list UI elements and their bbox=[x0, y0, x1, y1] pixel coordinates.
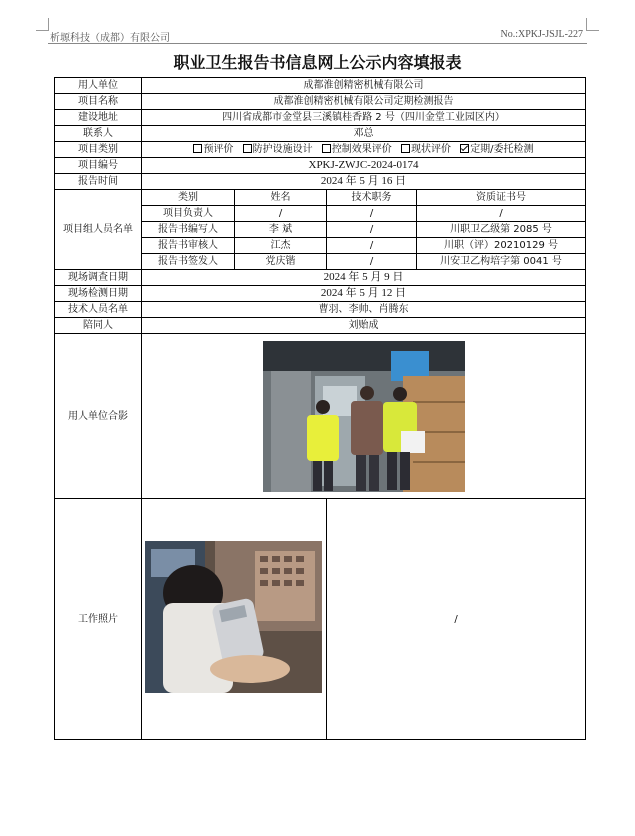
group-photo-label: 用人单位合影 bbox=[55, 334, 142, 499]
header-doc-number: No.:XPKJ-JSJL-227 bbox=[500, 29, 583, 40]
team-header-name: 姓名 bbox=[235, 190, 327, 206]
category-option[interactable]: 定期/委托检测 bbox=[460, 143, 533, 156]
row-companion bbox=[55, 318, 586, 334]
member-role: 报告书审核人 bbox=[142, 238, 235, 254]
page-title: 职业卫生报告书信息网上公示内容填报表 bbox=[173, 53, 462, 72]
row-group-photo bbox=[55, 334, 586, 499]
row-employer bbox=[55, 78, 586, 94]
technicians-label: 技术人员名单 bbox=[55, 302, 142, 318]
row-project-name bbox=[55, 94, 586, 110]
member-cert: 川安卫乙构培字第 0041 号 bbox=[417, 254, 586, 270]
member-role: 报告书编写人 bbox=[142, 222, 235, 238]
row-category bbox=[55, 142, 586, 158]
member-role: 报告书签发人 bbox=[142, 254, 235, 270]
category-option[interactable]: 防护设施设计 bbox=[243, 143, 313, 156]
work-photo-cell bbox=[142, 499, 327, 740]
row-address bbox=[55, 110, 586, 126]
member-name: 江杰 bbox=[235, 238, 327, 254]
member-cert: 川职（评）20210129 号 bbox=[417, 238, 586, 254]
member-name: / bbox=[235, 206, 327, 222]
row-survey-date bbox=[55, 270, 586, 286]
employer-label: 用人单位 bbox=[55, 78, 142, 94]
group-photo bbox=[263, 341, 465, 492]
survey-date-label: 现场调查日期 bbox=[55, 270, 142, 286]
survey-date-value: 2024 年 5 月 9 日 bbox=[142, 270, 586, 286]
row-contact bbox=[55, 126, 586, 142]
report-form-table bbox=[54, 77, 586, 740]
row-test-date bbox=[55, 286, 586, 302]
row-technicians bbox=[55, 302, 586, 318]
report-time-label: 报告时间 bbox=[55, 174, 142, 190]
checkbox-checked-icon bbox=[460, 144, 469, 153]
address-label: 建设地址 bbox=[55, 110, 142, 126]
group-photo-cell bbox=[142, 334, 586, 499]
contact-label: 联系人 bbox=[55, 126, 142, 142]
row-report-time bbox=[55, 174, 586, 190]
member-title: / bbox=[327, 254, 417, 270]
report-time-value: 2024 年 5 月 16 日 bbox=[142, 174, 586, 190]
project-no-value: XPKJ-ZWJC-2024-0174 bbox=[142, 158, 586, 174]
companion-value: 刘贻成 bbox=[142, 318, 586, 334]
member-name: 党庆锴 bbox=[235, 254, 327, 270]
work-photo bbox=[145, 541, 322, 693]
team-header-title: 技术职务 bbox=[327, 190, 417, 206]
row-work-photo bbox=[55, 499, 586, 740]
member-name: 李 斌 bbox=[235, 222, 327, 238]
header-rule bbox=[48, 43, 587, 44]
checkbox-icon bbox=[193, 144, 202, 153]
checkbox-icon bbox=[401, 144, 410, 153]
team-header-row bbox=[55, 190, 586, 206]
member-title: / bbox=[327, 206, 417, 222]
member-title: / bbox=[327, 222, 417, 238]
test-date-label: 现场检测日期 bbox=[55, 286, 142, 302]
member-cert: / bbox=[417, 206, 586, 222]
project-no-label: 项目编号 bbox=[55, 158, 142, 174]
category-option[interactable]: 预评价 bbox=[193, 143, 233, 156]
member-title: / bbox=[327, 238, 417, 254]
checkbox-icon bbox=[322, 144, 331, 153]
employer-value: 成都淮创精密机械有限公司 bbox=[142, 78, 586, 94]
checkbox-icon bbox=[243, 144, 252, 153]
work-photo-second: / bbox=[327, 499, 586, 740]
member-role: 项目负责人 bbox=[142, 206, 235, 222]
member-cert: 川职卫乙级第 2085 号 bbox=[417, 222, 586, 238]
work-photo-label: 工作照片 bbox=[55, 499, 142, 740]
address-value: 四川省成都市金堂县三溪镇桂香路 2 号（四川金堂工业园区内） bbox=[142, 110, 586, 126]
page-corner-mark bbox=[36, 18, 49, 31]
project-name-label: 项目名称 bbox=[55, 94, 142, 110]
category-option[interactable]: 控制效果评价 bbox=[322, 143, 392, 156]
team-header-role: 类别 bbox=[142, 190, 235, 206]
project-name-value: 成都淮创精密机械有限公司定期检测报告 bbox=[142, 94, 586, 110]
team-label: 项目组人员名单 bbox=[55, 190, 142, 270]
category-label: 项目类别 bbox=[55, 142, 142, 158]
contact-value: 邓总 bbox=[142, 126, 586, 142]
companion-label: 陪同人 bbox=[55, 318, 142, 334]
row-project-no bbox=[55, 158, 586, 174]
header-company: 析塬科技（成都）有限公司 bbox=[50, 33, 170, 44]
page-corner-mark bbox=[586, 18, 599, 31]
technicians-value: 曹羽、李帅、肖腾东 bbox=[142, 302, 586, 318]
team-header-cert: 资质证书号 bbox=[417, 190, 586, 206]
test-date-value: 2024 年 5 月 12 日 bbox=[142, 286, 586, 302]
category-options bbox=[142, 142, 586, 158]
category-option[interactable]: 现状评价 bbox=[401, 143, 451, 156]
